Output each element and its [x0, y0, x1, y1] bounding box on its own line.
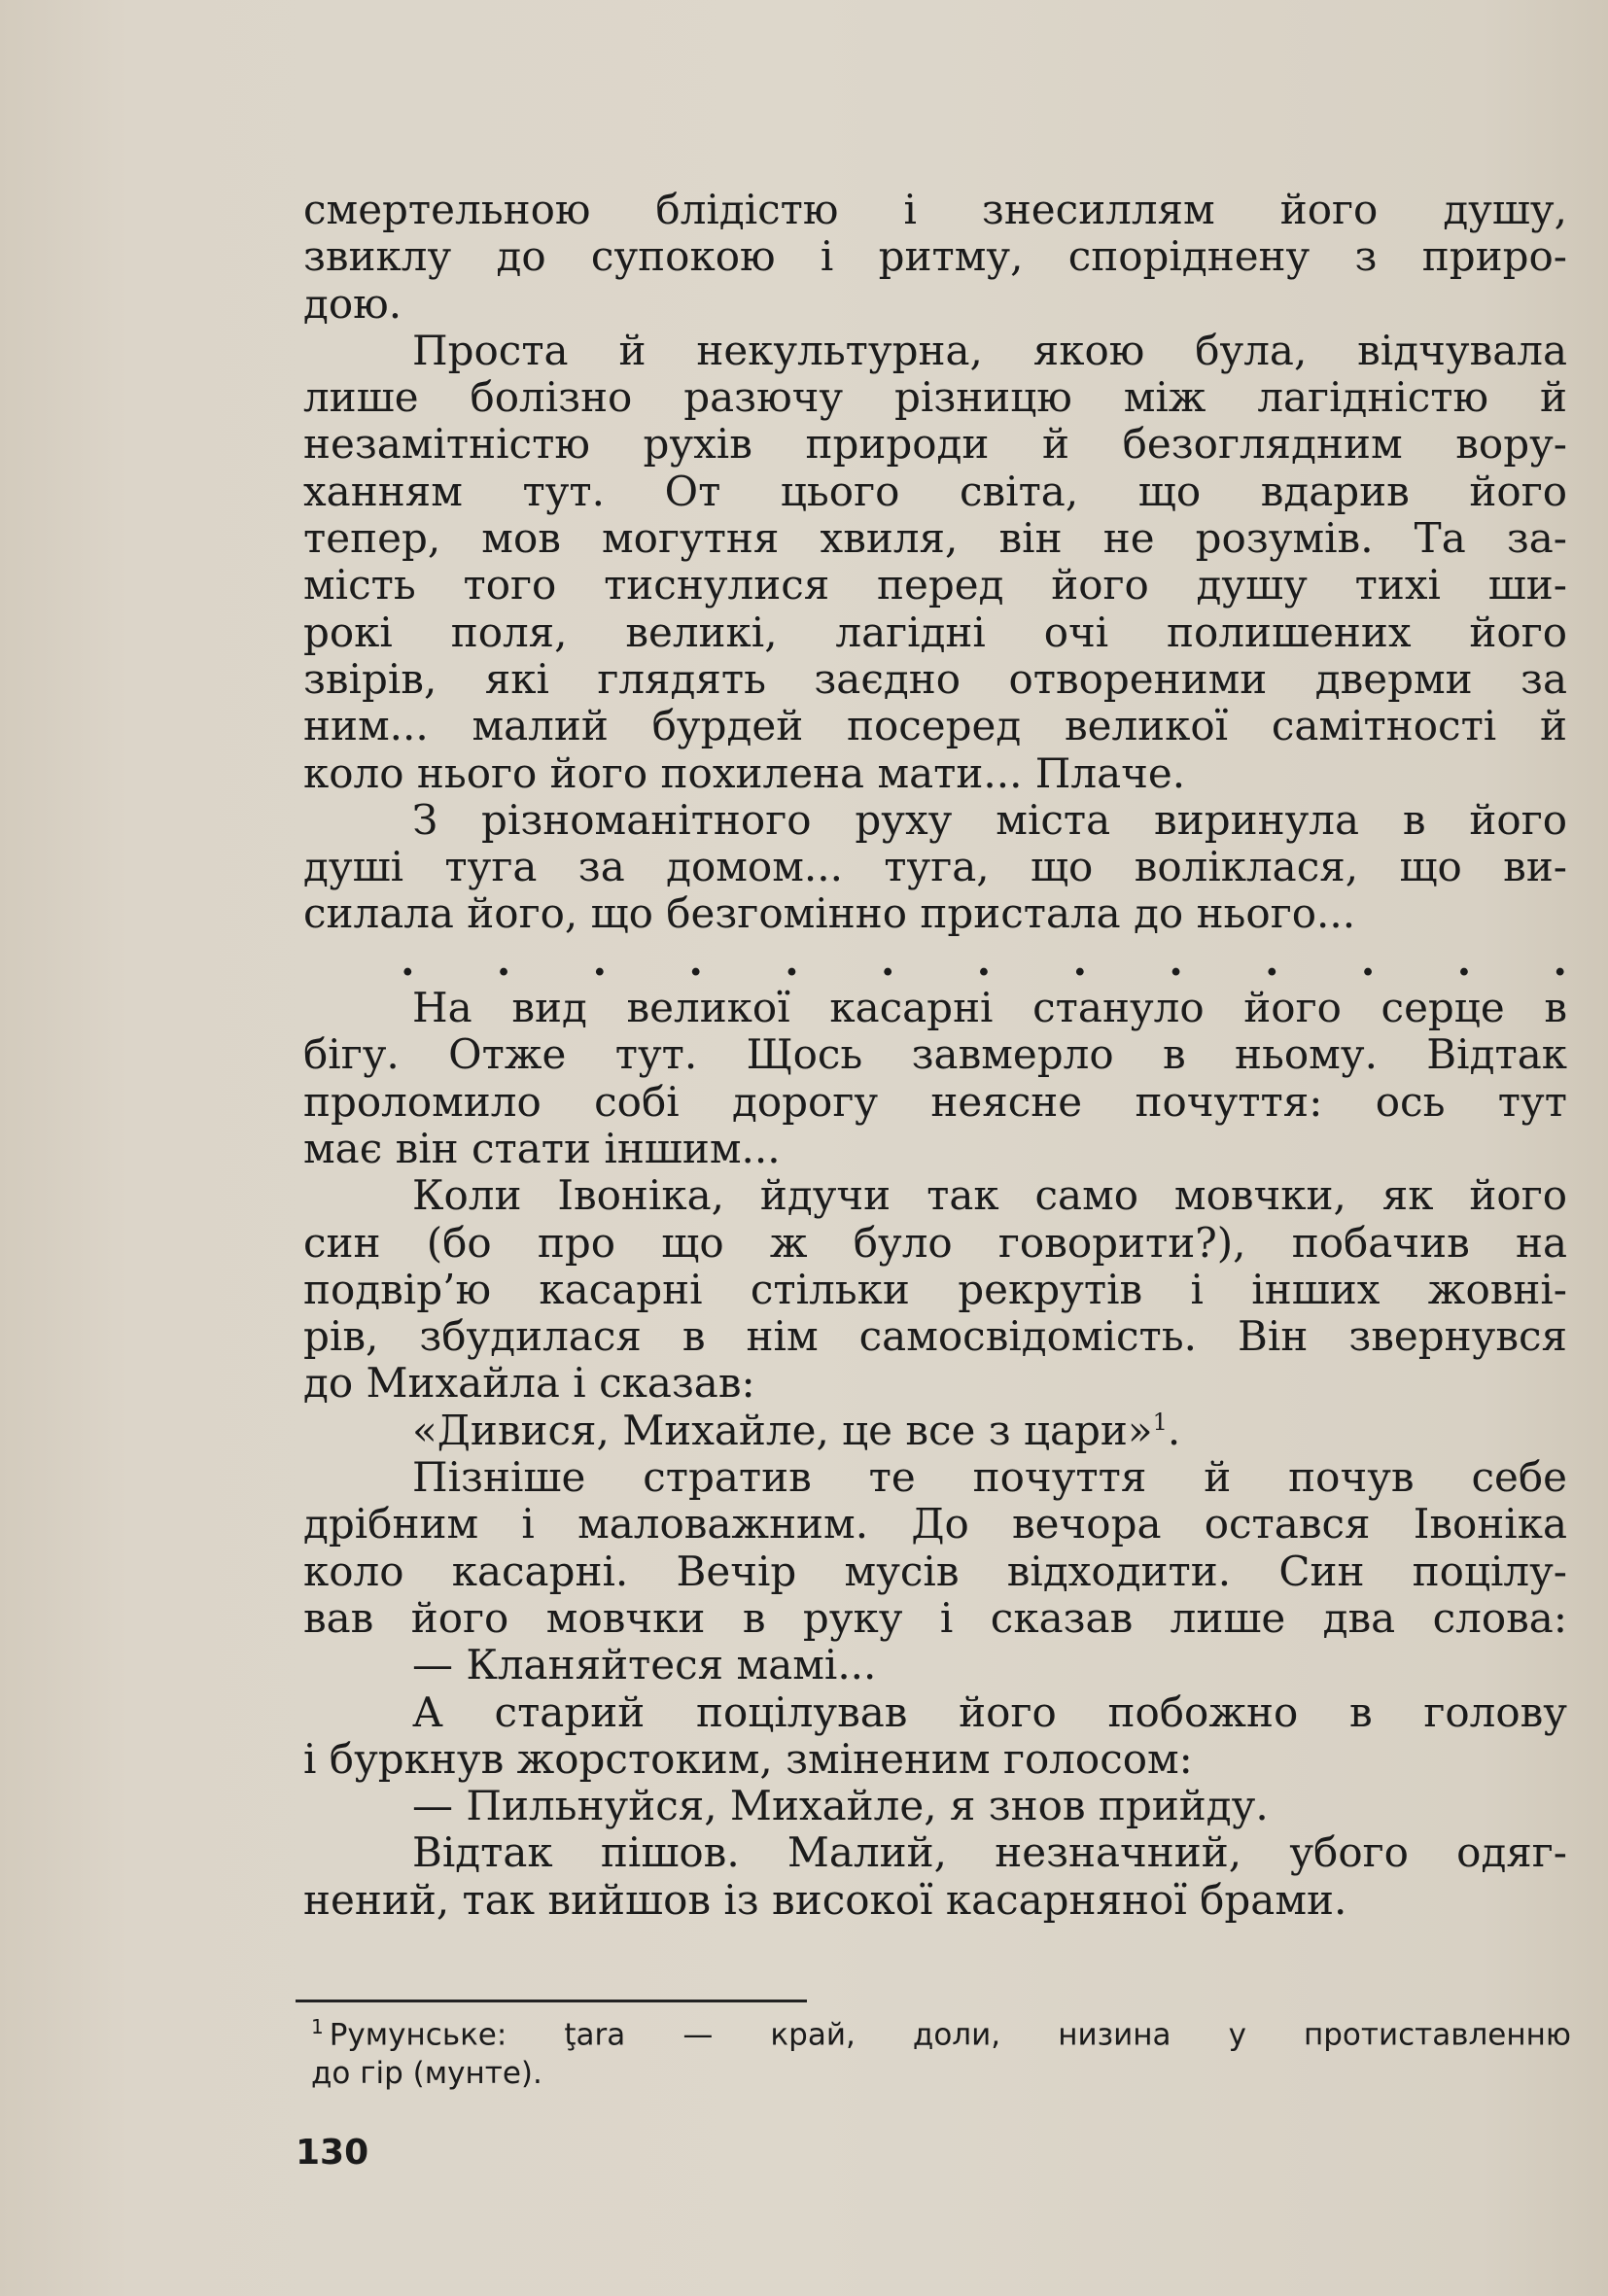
text-line: коло нього його похилена мати... Плаче. — [303, 748, 1186, 797]
text-line: проломило собі дорогу неясне почуття: ось тут — [303, 1077, 1567, 1126]
text-line: «Дивися, Михайле, це все з цари»$^1$. — [412, 1406, 1181, 1454]
text-line: ханням тут. От цього світа, що вдарив його — [303, 467, 1567, 515]
text-line: до Михайла і сказав: — [303, 1359, 755, 1408]
text-line: — Кланяйтеся мамі... — [412, 1641, 877, 1689]
text-line: подвір’ю касарні стільки рекрутів і інших жовні- — [303, 1265, 1567, 1313]
text-line: має він стати іншим... — [303, 1124, 781, 1172]
text-line: син (бо про що ж було говорити?), побачив на — [303, 1218, 1567, 1267]
text-line: На вид великої касарні стануло його серце в — [412, 984, 1567, 1032]
text-line: Коли Івоніка, йдучи так само мовчки, як його — [412, 1171, 1567, 1220]
text-line: звірів, які глядять заєдно отвореними дверми за — [303, 654, 1567, 703]
footnote — [311, 2007, 1571, 2093]
text-line: А старий поцілував його побожно в голову — [412, 1687, 1567, 1736]
footnote-line-1: $^1$ Румунське: ţara — край, доли, низина у протиставленню — [311, 2015, 1571, 2053]
page-number: 130 — [296, 2133, 369, 2173]
text-line: Проста й некультурна, якою була, відчувала — [412, 326, 1567, 374]
text-line: тепер, мов могутня хвиля, він не розумів. Та за- — [303, 514, 1567, 563]
text-line: ним... малий бурдей посеред великої самітності й — [303, 702, 1567, 750]
text-line: лише болізно разючу різницю між лагідністю й — [303, 373, 1567, 422]
text-line: нений, так вийшов із високої касарняної брами. — [303, 1875, 1347, 1924]
text-line: мість того тиснулися перед його душу тихі ши- — [303, 561, 1567, 609]
text-line: і буркнув жорстоким, зміненим голосом: — [303, 1734, 1193, 1783]
text-line: душі туга за домом... туга, що воліклася, що ви- — [303, 843, 1567, 891]
text-line: коло касарні. Вечір мусів відходити. Син поцілу- — [303, 1547, 1567, 1595]
text-line: силала його, що безгомінно пристала до нього... — [303, 889, 1356, 938]
text-line: рокі поля, великі, лагідні очі полишених його — [303, 608, 1567, 656]
text-line: Пізніше стратив те почуття й почув себе — [412, 1453, 1567, 1502]
footnote-divider — [296, 2000, 807, 2002]
footnote-mark: 1 — [311, 2015, 324, 2038]
text-line: дою. — [303, 279, 402, 328]
body-text — [303, 187, 1567, 1924]
text-line: З різноманітного руху міста виринула в його — [412, 795, 1567, 844]
text-line: бігу. Отже тут. Щось завмерло в ньому. Відтак — [303, 1030, 1567, 1079]
text-line: дрібним і маловажним. До вечора остався Івоніка — [303, 1500, 1567, 1548]
text-line: смертельною блідістю і знесиллям його душу, — [303, 186, 1567, 233]
text-line: рів, збудилася в нім самосвідомість. Він звернувся — [303, 1312, 1567, 1361]
text-line: вав його мовчки в руку і сказав лише два слова: — [303, 1593, 1567, 1642]
text-line: звиклу до супокою і ритму, споріднену з приро- — [303, 232, 1567, 281]
section-break-dots: . . . . . . . . . . . . . — [401, 936, 1567, 985]
text-line: Відтак пішов. Малий, незначний, убого одяг- — [412, 1828, 1567, 1877]
footnote-line-2: до гір (мунте). — [311, 2056, 542, 2092]
text-line: незамітністю рухів природи й безоглядним вору- — [303, 420, 1567, 469]
text-line: — Пильнуйся, Михайле, я знов прийду. — [412, 1782, 1269, 1830]
footnote-reference: 1 — [1152, 1408, 1168, 1436]
